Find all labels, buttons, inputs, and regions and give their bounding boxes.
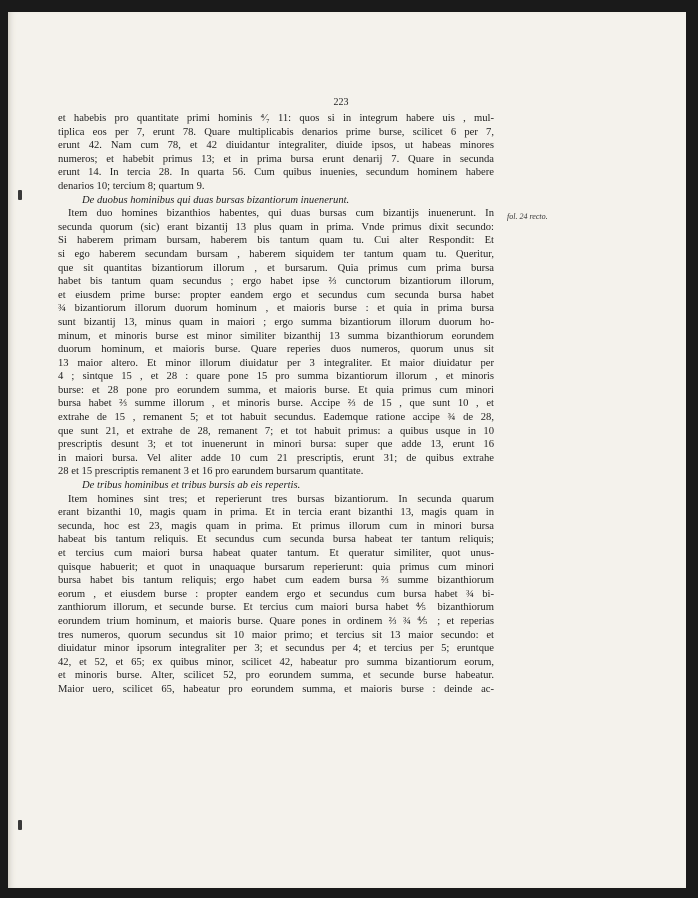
text-line: Item duo homines bizanthios habentes, qui duas bursas cum bizantijs inuenerunt. In xyxy=(68,208,494,220)
text-line: quisque habuerit; et quot in unaquaque bursarum reperierunt: quia primus cum minori xyxy=(58,561,494,573)
section-heading: De duobus hominibus qui duas bursas bizantiorum inuenerunt. xyxy=(82,194,350,206)
text-line: 28 et 15 prescriptis remanent 3 et 16 pro earundem bursarum quantitate. xyxy=(58,466,364,478)
text-line: zanthiorum illorum, et secunde burse. Et tercius cum maiori bursa habet ⅘ bizanthiorum xyxy=(58,602,494,614)
text-line: eorum , et eiusdem burse : propter eandem ergo et secundus cum bursa habet ¾ bi- xyxy=(58,588,494,600)
text-line: ¾ bizantiorum illorum duorum hominum , et maioris burse : et quia in prima bursa xyxy=(58,303,494,315)
text-line: et minoris burse. Alter, scilicet 52, pro eorundem summa, et secunde burse habeatur. xyxy=(58,670,494,682)
text-line: bursa habet bis tantum reliquis; ergo habet cum eadem bursa ⅔ summe bizanthiorum xyxy=(58,575,494,587)
binding-mark xyxy=(18,190,22,200)
page-number: 223 xyxy=(333,97,349,108)
text-line: habet bis tantum quam secundus ; ergo habet ipse ⅔ cunctorum bizantiorum illorum, xyxy=(58,276,494,288)
text-line: 4 ; sintque 15 , et 28 : quare pone 15 pro summa bizantiorum illorum , et minoris xyxy=(58,371,494,383)
text-line: tiplica eos per 7, erunt 78. Quare multiplicabis denarios prime burse, scilicet 6 per 7, xyxy=(58,126,494,138)
text-line: numeros; et habebit primus 13; et in prima bursa erunt denarij 7. Quare in secunda xyxy=(58,153,494,165)
text-line: eorundem trium hominum, et maioris burse. Quare pones in ordinem ⅔ ¾ ⅘ ; et reperias xyxy=(58,615,494,627)
text-line: Si haberem primam bursam, haberem bis tantum quam tu. Cui alter Respondit: Et xyxy=(58,235,494,247)
text-line: 42, et 52, et 65; ex quibus minor, scilicet 42, habeatur pro summa bizantiorum eorum, xyxy=(58,656,494,668)
text-line: si ego haberem secundam bursam , haberem siquidem ter tantum quam tu. Queritur, xyxy=(58,248,494,260)
text-line: erunt 14. In tercia 28. In quarta 56. Cum quibus inuenies, secundum hominem habere xyxy=(58,167,494,179)
text-line: habeat bis tantum reliquis. Et secundus cum secunda bursa habeat ter tantum reliquis; xyxy=(58,534,494,546)
text-line: secunda quorum (sic) erant bizantij 13 plus quam in prima. Vnde primus dixit secundo: xyxy=(58,221,494,233)
text-line: sunt bizantij 13, minus quam in maiori ; ergo summa bizantiorum illorum duorum ho- xyxy=(58,316,494,328)
margin-folio-note: fol. 24 recto. xyxy=(507,212,548,221)
text-line: extrahe de 15 , remanent 5; et tot habuit secundus. Eademque ratione accipe ¾ de 28, xyxy=(58,412,494,424)
text-line: diuidatur minor ipsorum integraliter per 3; et secundus per 4; et tercius per 5; eruntque xyxy=(58,643,494,655)
text-line: Maior uero, scilicet 65, habeatur pro eorundem summa, et maioris burse : deinde ac- xyxy=(58,683,494,695)
text-line: denarios 10; tercium 8; quartum 9. xyxy=(58,180,205,192)
text-line: bursa habet ⅔ summe illorum , et minoris burse. Accipe ⅔ de 15 , que sunt 10 , et xyxy=(58,398,494,410)
text-line: secunda, hoc est 23, magis quam in prima. Et primus illorum cum in minori bursa xyxy=(58,520,494,532)
text-line: erant bizanthi 10, magis quam in prima. Et in tercia erant bizanthi 13, magis quam in xyxy=(58,507,494,519)
text-line: 13 maior altero. Et minor illorum diuidatur per 3 integraliter. Et maior diuidatur per xyxy=(58,357,494,369)
text-line: tres numeros, quorum secundus sit 10 maior primo; et tercius sit 13 maior secundo: et xyxy=(58,629,494,641)
text-line: in maiori bursa. Vel aliter adde 10 cum 21 prescriptis, erunt 31; de quibus extrahe xyxy=(58,452,494,464)
text-line: Item homines sint tres; et reperierunt tres bursas bizantiorum. In secunda quarum xyxy=(68,493,494,505)
binding-mark xyxy=(18,820,22,830)
body-text xyxy=(58,112,494,697)
text-line: burse: et 28 pone pro eorundem summa, et maioris burse. Et quia primus cum minori xyxy=(58,384,494,396)
text-line: duorum hominum, et maioris burse. Quare reperies duos numeros, quorum unus sit xyxy=(58,344,494,356)
text-line: et habebis pro quantitate primi hominis ⁴⁄₇ 11: quos si in integrum habere uis , mul- xyxy=(58,113,494,124)
text-line: et tercius cum maiori bursa habeat quater tantum. Et queratur similiter, quot unus- xyxy=(58,548,494,559)
text-line: que sit quantitas bizantiorum illorum , et bursarum. Quia primus cum prima bursa xyxy=(58,262,494,274)
text-line: prescriptis desunt 3; et tot inuenerunt in minori bursa: super que adde 13, erunt 16 xyxy=(58,439,494,451)
text-line: minum, et minoris burse est minor similiter bizanthij 13 summa bizanthiorum eorundem xyxy=(58,330,494,342)
text-line: que sunt 21, et extrahe de 28, remanent 7; et tot habuit primus: a quibus usque in 10 xyxy=(58,425,494,437)
text-line: erunt 42. Nam cum 78, et 42 diuidantur integraliter, diuide ipsos, ut habeas minores xyxy=(58,140,494,152)
section-heading: De tribus hominibus et tribus bursis ab eis repertis. xyxy=(82,480,301,492)
text-line: et eiusdem prime burse: propter eandem ergo et secundus cum secunda bursa habet xyxy=(58,289,494,301)
